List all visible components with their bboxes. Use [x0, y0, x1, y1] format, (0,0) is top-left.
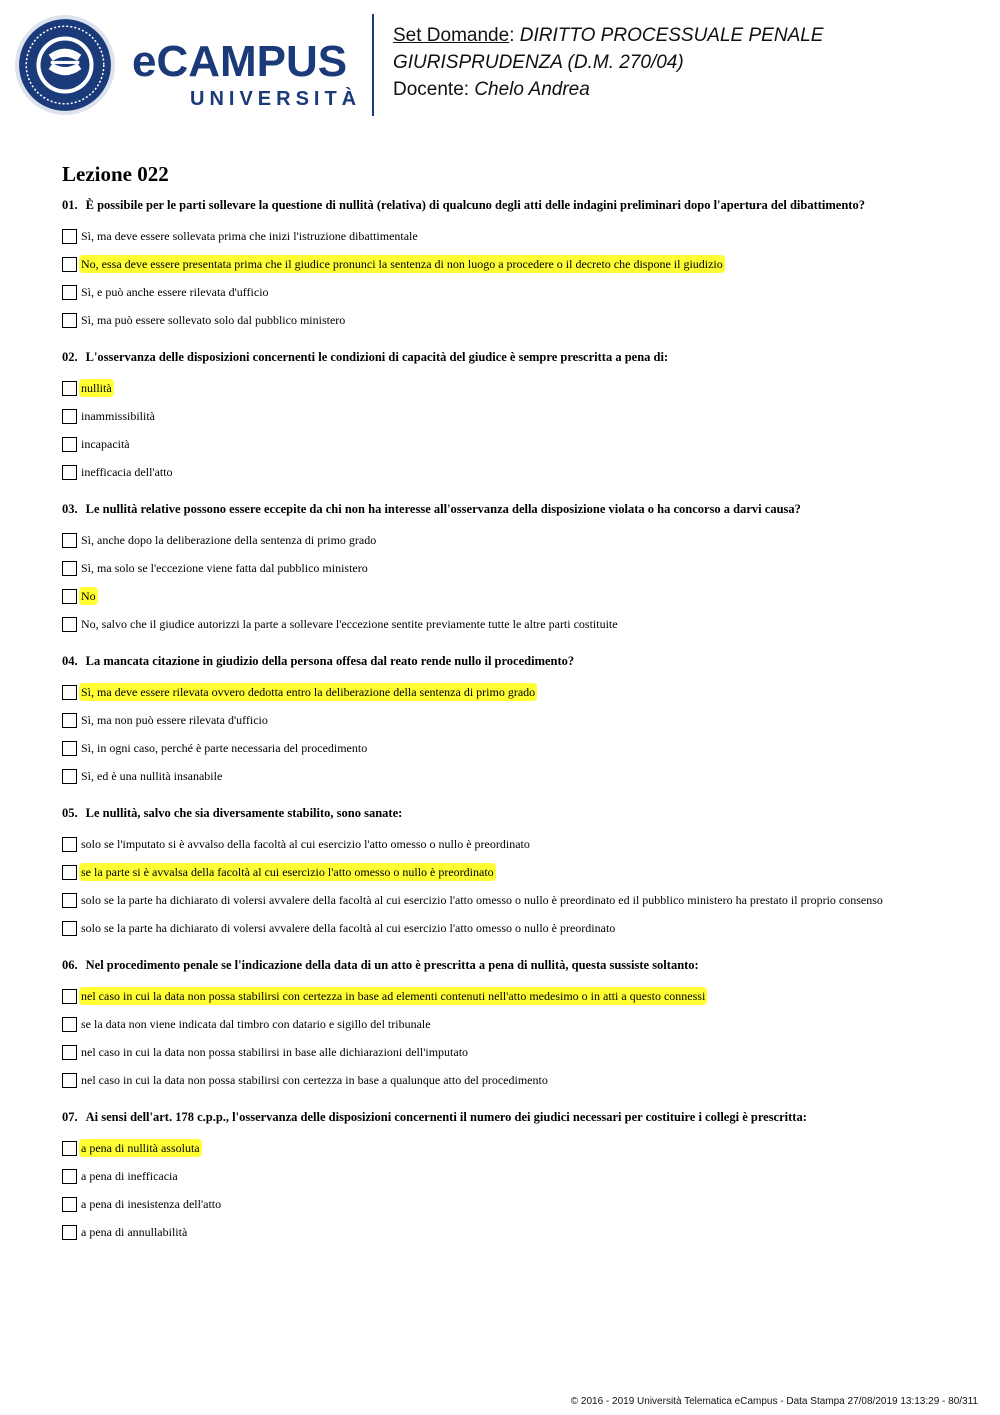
- answer-checkbox[interactable]: [62, 713, 77, 728]
- question-block: [62, 500, 982, 638]
- answer-label: inammissibilità: [81, 409, 155, 423]
- question-block: [62, 804, 982, 942]
- brand-name: eCAMPUS: [132, 37, 348, 86]
- answer-checkbox[interactable]: [62, 313, 77, 328]
- answer-checkbox[interactable]: [62, 921, 77, 936]
- answer-checkbox[interactable]: [62, 465, 77, 480]
- degree-name: GIURISPRUDENZA (D.M. 270/04): [393, 52, 684, 73]
- answer-option[interactable]: [62, 458, 982, 486]
- course-info: Set Domande: DIRITTO PROCESSUALE PENALE GIURISPRUDENZA (D.M. 270/04) Docente: Chelo Andrea: [393, 25, 824, 100]
- answer-checkbox[interactable]: [62, 381, 77, 396]
- question-label: Le nullità relative possono essere eccepite da chi non ha interesse all'osservanza della disposizione violata o ha concorso a darvi causa?: [85, 502, 801, 516]
- answer-checkbox[interactable]: [62, 685, 77, 700]
- question-number: 06.: [62, 958, 78, 972]
- answer-option[interactable]: [62, 914, 982, 942]
- question-text: [62, 348, 982, 366]
- answer-label: nel caso in cui la data non possa stabilirsi con certezza in base a qualunque atto del procedimento: [81, 1073, 548, 1087]
- answer-checkbox[interactable]: [62, 285, 77, 300]
- answer-checkbox[interactable]: [62, 437, 77, 452]
- answer-checkbox[interactable]: [62, 865, 77, 880]
- answer-checkbox[interactable]: [62, 589, 77, 604]
- answer-checkbox[interactable]: [62, 561, 77, 576]
- brand-logo: [132, 37, 348, 86]
- answer-option[interactable]: [62, 706, 982, 734]
- question-block: [62, 956, 982, 1094]
- answer-option[interactable]: [62, 250, 982, 278]
- answer-label: Sì, ed è una nullità insanabile: [81, 769, 223, 783]
- answer-label: a pena di annullabilità: [81, 1225, 188, 1239]
- answer-checkbox[interactable]: [62, 769, 77, 784]
- question-block: [62, 196, 982, 334]
- answer-option[interactable]: [62, 886, 982, 914]
- answer-checkbox[interactable]: [62, 1045, 77, 1060]
- answer-label: Sì, ma non può essere rilevata d'ufficio: [81, 713, 268, 727]
- answer-checkbox[interactable]: [62, 1197, 77, 1212]
- answer-checkbox[interactable]: [62, 741, 77, 756]
- correct-answer-label: Sì, ma deve essere rilevata ovvero dedotta entro la deliberazione della sentenza di primo grado: [81, 685, 536, 699]
- answer-option[interactable]: [62, 222, 982, 250]
- question-text: [62, 500, 982, 518]
- page-footer: © 2016 - 2019 Università Telematica eCampus - Data Stampa 27/08/2019 13:13:29 - 80/311: [570, 1396, 978, 1407]
- question-text: [62, 196, 982, 214]
- answer-option[interactable]: [62, 830, 982, 858]
- header-divider: [372, 14, 374, 116]
- answer-option[interactable]: [62, 762, 982, 790]
- set-value: DIRITTO PROCESSUALE PENALE: [519, 25, 824, 46]
- answer-checkbox[interactable]: [62, 1141, 77, 1156]
- answer-checkbox[interactable]: [62, 257, 77, 272]
- question-number: 03.: [62, 502, 78, 516]
- question-label: La mancata citazione in giudizio della persona offesa dal reato rende nullo il procedimento?: [85, 654, 575, 668]
- answer-label: a pena di inefficacia: [81, 1169, 178, 1183]
- question-number: 05.: [62, 806, 78, 820]
- correct-answer-label: a pena di nullità assoluta: [81, 1141, 200, 1155]
- answer-label: Sì, anche dopo la deliberazione della sentenza di primo grado: [81, 533, 377, 547]
- set-label: Set Domande: [393, 25, 510, 46]
- answer-label: solo se la parte ha dichiarato di volersi avvalere della facoltà al cui esercizio l'atto omesso o nullo è preordinato: [81, 921, 616, 935]
- answer-checkbox[interactable]: [62, 409, 77, 424]
- answer-label: solo se la parte ha dichiarato di volersi avvalere della facoltà al cui esercizio l'atto omesso o nullo è preordinato ed il pubblico ministero ha prestato il proprio consenso: [81, 893, 883, 907]
- answer-checkbox[interactable]: [62, 989, 77, 1004]
- answer-label: se la data non viene indicata dal timbro con datario e sigillo del tribunale: [81, 1017, 431, 1031]
- question-number: 04.: [62, 654, 78, 668]
- answer-option[interactable]: [62, 1010, 982, 1038]
- answer-label: No, salvo che il giudice autorizzi la parte a sollevare l'eccezione sentite previamente tutte le altre parti costituite: [81, 617, 618, 631]
- answer-option[interactable]: [62, 1218, 982, 1246]
- answer-option[interactable]: [62, 858, 982, 886]
- answer-option[interactable]: [62, 554, 982, 582]
- question-text: [62, 1108, 982, 1126]
- answer-checkbox[interactable]: [62, 837, 77, 852]
- answer-option[interactable]: [62, 982, 982, 1010]
- answer-label: incapacità: [81, 437, 130, 451]
- answer-label: inefficacia dell'atto: [81, 465, 173, 479]
- question-text: [62, 652, 982, 670]
- answer-option[interactable]: [62, 1190, 982, 1218]
- question-text: [62, 956, 982, 974]
- lesson-title: Lezione 022: [62, 162, 169, 186]
- question-block: [62, 652, 982, 790]
- answer-checkbox[interactable]: [62, 617, 77, 632]
- answer-checkbox[interactable]: [62, 1225, 77, 1240]
- answer-label: Sì, e può anche essere rilevata d'ufficio: [81, 285, 269, 299]
- answer-option[interactable]: [62, 526, 982, 554]
- answer-checkbox[interactable]: [62, 893, 77, 908]
- correct-answer-label: nel caso in cui la data non possa stabilirsi con certezza in base ad elementi contenuti nell'atto medesimo o in atti a questo connessi: [81, 989, 706, 1003]
- answer-label: a pena di inesistenza dell'atto: [81, 1197, 222, 1211]
- answer-option[interactable]: [62, 734, 982, 762]
- page-header: [0, 0, 1000, 130]
- answer-option[interactable]: [62, 402, 982, 430]
- correct-answer-label: nullità: [81, 381, 112, 395]
- question-label: Nel procedimento penale se l'indicazione della data di un atto è prescritta a pena di nullità, questa sussiste soltanto:: [85, 958, 699, 972]
- question-block: [62, 348, 982, 486]
- answer-checkbox[interactable]: [62, 1169, 77, 1184]
- question-label: L'osservanza delle disposizioni concernenti le condizioni di capacità del giudice è sempre prescritta a pena di:: [85, 350, 669, 364]
- answer-label: Sì, ma deve essere sollevata prima che inizi l'istruzione dibattimentale: [81, 229, 418, 243]
- question-label: È possibile per le parti sollevare la questione di nullità (relativa) di qualcuno degli atti delle indagini preliminari dopo l'apertura del dibattimento?: [85, 198, 865, 212]
- answer-option[interactable]: [62, 610, 982, 638]
- question-block: [62, 1108, 982, 1246]
- answer-option[interactable]: [62, 278, 982, 306]
- question-number: 07.: [62, 1110, 78, 1124]
- answer-checkbox[interactable]: [62, 1017, 77, 1032]
- answer-label: Sì, ma può essere sollevato solo dal pubblico ministero: [81, 313, 346, 327]
- teacher-name: Chelo Andrea: [474, 79, 590, 100]
- answer-checkbox[interactable]: [62, 1073, 77, 1088]
- answer-option[interactable]: [62, 1038, 982, 1066]
- university-seal-icon: [14, 14, 116, 116]
- teacher-label: Docente:: [393, 79, 470, 100]
- answer-option[interactable]: [62, 582, 982, 610]
- question-number: 02.: [62, 350, 78, 364]
- answer-option[interactable]: [62, 374, 982, 402]
- answer-checkbox[interactable]: [62, 533, 77, 548]
- answer-label: nel caso in cui la data non possa stabilirsi in base alle dichiarazioni dell'imputato: [81, 1045, 469, 1059]
- answer-option[interactable]: [62, 1066, 982, 1094]
- answer-option[interactable]: [62, 1162, 982, 1190]
- correct-answer-label: No: [81, 589, 96, 603]
- brand-subtitle: UNIVERSITÀ: [190, 88, 362, 110]
- question-label: Le nullità, salvo che sia diversamente stabilito, sono sanate:: [85, 806, 403, 820]
- answer-label: solo se l'imputato si è avvalso della facoltà al cui esercizio l'atto omesso o nullo è preordinato: [81, 837, 530, 851]
- answer-option[interactable]: [62, 430, 982, 458]
- question-number: 01.: [62, 198, 78, 212]
- answer-option[interactable]: [62, 306, 982, 334]
- question-label: Ai sensi dell'art. 178 c.p.p., l'osservanza delle disposizioni concernenti il numero dei giudici necessari per costituire i collegi è prescritta:: [85, 1110, 807, 1124]
- question-list: [62, 196, 982, 1260]
- answer-label: Sì, ma solo se l'eccezione viene fatta dal pubblico ministero: [81, 561, 368, 575]
- answer-option[interactable]: [62, 1134, 982, 1162]
- question-text: [62, 804, 982, 822]
- answer-checkbox[interactable]: [62, 229, 77, 244]
- correct-answer-label: se la parte si è avvalsa della facoltà al cui esercizio l'atto omesso o nullo è preordinato: [81, 865, 494, 879]
- correct-answer-label: No, essa deve essere presentata prima che il giudice pronunci la sentenza di non luogo a procedere o il decreto che dispone il giudizio: [81, 257, 723, 271]
- answer-option[interactable]: [62, 678, 982, 706]
- answer-label: Sì, in ogni caso, perché è parte necessaria del procedimento: [81, 741, 368, 755]
